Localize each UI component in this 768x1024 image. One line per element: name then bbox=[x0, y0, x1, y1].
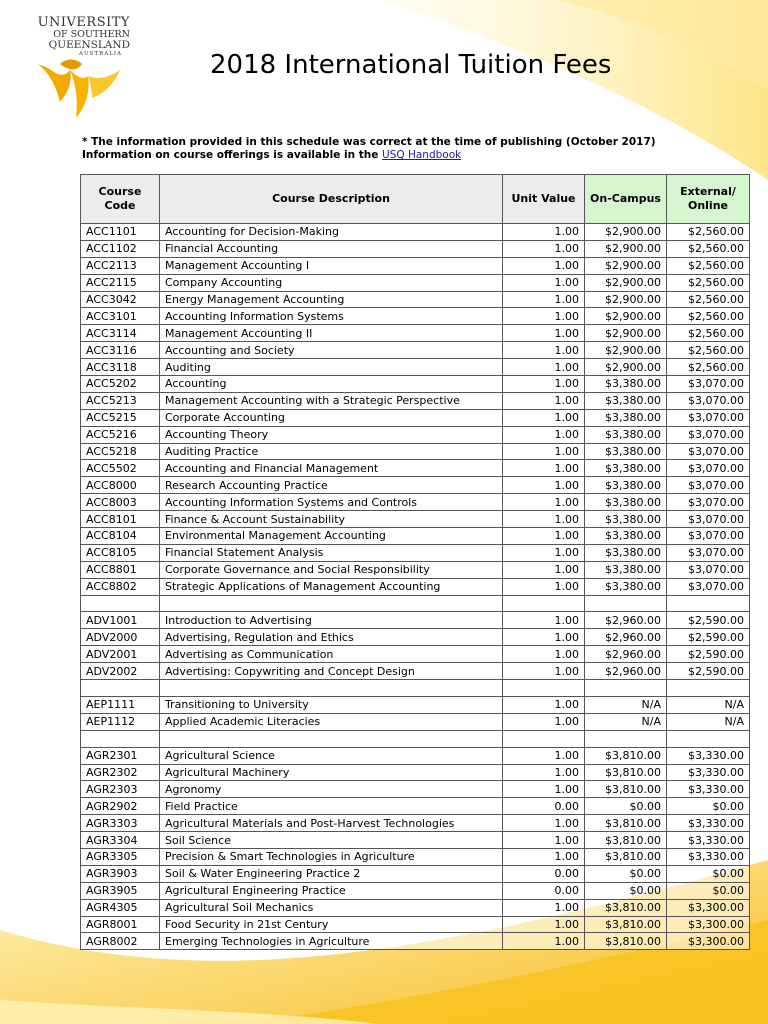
course-description-cell: Environmental Management Accounting bbox=[160, 528, 503, 545]
on-campus-fee-cell: $2,960.00 bbox=[585, 612, 667, 629]
course-description-cell: Accounting Information Systems bbox=[160, 308, 503, 325]
course-code-cell: AGR2302 bbox=[81, 764, 160, 781]
usq-handbook-link[interactable]: USQ Handbook bbox=[382, 149, 462, 161]
table-row bbox=[81, 528, 750, 545]
external-online-fee-cell: $3,070.00 bbox=[667, 544, 750, 561]
external-online-fee-cell: $2,590.00 bbox=[667, 663, 750, 680]
table-spacer-row bbox=[81, 730, 750, 747]
external-online-fee-cell: $3,070.00 bbox=[667, 477, 750, 494]
course-code-cell: ACC3042 bbox=[81, 291, 160, 308]
table-row bbox=[81, 426, 750, 443]
on-campus-fee-cell: $3,380.00 bbox=[585, 426, 667, 443]
course-code-cell: ADV2001 bbox=[81, 646, 160, 663]
external-online-fee-cell: $3,300.00 bbox=[667, 899, 750, 916]
on-campus-fee-cell: $2,960.00 bbox=[585, 629, 667, 646]
unit-value-cell: 1.00 bbox=[503, 561, 585, 578]
course-description-cell bbox=[160, 595, 503, 612]
on-campus-fee-cell: $3,380.00 bbox=[585, 409, 667, 426]
external-online-fee-cell: N/A bbox=[667, 696, 750, 713]
course-code-cell: ACC5202 bbox=[81, 376, 160, 393]
course-code-cell: ACC8101 bbox=[81, 511, 160, 528]
on-campus-fee-cell: $2,900.00 bbox=[585, 342, 667, 359]
course-code-cell: ACC5215 bbox=[81, 409, 160, 426]
table-row bbox=[81, 798, 750, 815]
on-campus-fee-cell bbox=[585, 595, 667, 612]
on-campus-fee-cell: $3,380.00 bbox=[585, 392, 667, 409]
on-campus-fee-cell bbox=[585, 730, 667, 747]
logo-text-queensland: QUEENSLAND bbox=[48, 39, 130, 51]
logo-text-southern: OF SOUTHERN bbox=[53, 29, 130, 40]
on-campus-fee-cell: $3,380.00 bbox=[585, 578, 667, 595]
unit-value-cell: 1.00 bbox=[503, 376, 585, 393]
unit-value-cell: 1.00 bbox=[503, 257, 585, 274]
table-row bbox=[81, 848, 750, 865]
course-description-cell: Company Accounting bbox=[160, 274, 503, 291]
on-campus-fee-cell: $3,380.00 bbox=[585, 477, 667, 494]
unit-value-cell: 1.00 bbox=[503, 477, 585, 494]
unit-value-cell bbox=[503, 680, 585, 697]
course-code-cell: ACC8104 bbox=[81, 528, 160, 545]
unit-value-cell: 1.00 bbox=[503, 528, 585, 545]
page-title: 2018 International Tuition Fees bbox=[210, 50, 612, 80]
unit-value-cell: 1.00 bbox=[503, 747, 585, 764]
external-online-fee-cell: $3,070.00 bbox=[667, 460, 750, 477]
unit-value-cell: 1.00 bbox=[503, 848, 585, 865]
course-code-cell: ACC8000 bbox=[81, 477, 160, 494]
on-campus-fee-cell: $3,810.00 bbox=[585, 899, 667, 916]
unit-value-cell: 0.00 bbox=[503, 798, 585, 815]
table-row bbox=[81, 257, 750, 274]
external-online-fee-cell: N/A bbox=[667, 713, 750, 730]
table-row bbox=[81, 815, 750, 832]
note-line-2 bbox=[82, 149, 656, 162]
table-header-row bbox=[81, 175, 750, 224]
course-description-cell: Accounting Theory bbox=[160, 426, 503, 443]
course-description-cell: Advertising: Copywriting and Concept Design bbox=[160, 663, 503, 680]
on-campus-fee-cell: $3,380.00 bbox=[585, 544, 667, 561]
table-row bbox=[81, 663, 750, 680]
course-code-cell: ACC3114 bbox=[81, 325, 160, 342]
table-spacer-row bbox=[81, 680, 750, 697]
table-row bbox=[81, 325, 750, 342]
course-description-cell: Management Accounting with a Strategic Perspective bbox=[160, 392, 503, 409]
on-campus-fee-cell: $2,900.00 bbox=[585, 308, 667, 325]
on-campus-fee-cell: $2,960.00 bbox=[585, 663, 667, 680]
on-campus-fee-cell: $3,380.00 bbox=[585, 528, 667, 545]
course-description-cell: Emerging Technologies in Agriculture bbox=[160, 933, 503, 950]
external-online-fee-cell bbox=[667, 595, 750, 612]
external-online-fee-cell: $2,560.00 bbox=[667, 325, 750, 342]
column-header-unit-value: Unit Value bbox=[503, 175, 585, 224]
table-row bbox=[81, 544, 750, 561]
course-description-cell: Research Accounting Practice bbox=[160, 477, 503, 494]
logo-text-australia: AUSTRALIA bbox=[79, 51, 122, 57]
course-description-cell: Introduction to Advertising bbox=[160, 612, 503, 629]
course-description-cell: Agricultural Machinery bbox=[160, 764, 503, 781]
course-description-cell: Field Practice bbox=[160, 798, 503, 815]
note-line-1: * The information provided in this schedule was correct at the time of publishing (October 2017) bbox=[82, 136, 656, 148]
unit-value-cell: 0.00 bbox=[503, 865, 585, 882]
course-code-cell bbox=[81, 595, 160, 612]
external-online-fee-cell: $0.00 bbox=[667, 798, 750, 815]
course-description-cell: Transitioning to University bbox=[160, 696, 503, 713]
course-code-cell: ADV1001 bbox=[81, 612, 160, 629]
course-code-cell: ACC2113 bbox=[81, 257, 160, 274]
on-campus-fee-cell: $3,810.00 bbox=[585, 747, 667, 764]
table-row bbox=[81, 240, 750, 257]
table-row bbox=[81, 308, 750, 325]
unit-value-cell: 0.00 bbox=[503, 882, 585, 899]
course-description-cell: Applied Academic Literacies bbox=[160, 713, 503, 730]
course-code-cell: AEP1111 bbox=[81, 696, 160, 713]
table-row bbox=[81, 747, 750, 764]
external-online-fee-cell: $3,070.00 bbox=[667, 443, 750, 460]
course-description-cell: Food Security in 21st Century bbox=[160, 916, 503, 933]
table-row bbox=[81, 443, 750, 460]
table-row bbox=[81, 291, 750, 308]
external-online-fee-cell bbox=[667, 680, 750, 697]
course-description-cell: Precision & Smart Technologies in Agriculture bbox=[160, 848, 503, 865]
external-online-fee-cell: $2,590.00 bbox=[667, 629, 750, 646]
unit-value-cell bbox=[503, 730, 585, 747]
external-online-fee-cell: $2,560.00 bbox=[667, 342, 750, 359]
course-code-cell: ACC8105 bbox=[81, 544, 160, 561]
course-description-cell: Agricultural Engineering Practice bbox=[160, 882, 503, 899]
external-online-fee-cell bbox=[667, 730, 750, 747]
external-online-fee-cell: $3,070.00 bbox=[667, 392, 750, 409]
on-campus-fee-cell: N/A bbox=[585, 713, 667, 730]
course-description-cell: Accounting bbox=[160, 376, 503, 393]
unit-value-cell: 1.00 bbox=[503, 392, 585, 409]
course-description-cell: Soil Science bbox=[160, 832, 503, 849]
course-code-cell: ACC5502 bbox=[81, 460, 160, 477]
table-row bbox=[81, 899, 750, 916]
course-code-cell: AGR2303 bbox=[81, 781, 160, 798]
course-code-cell: AGR4305 bbox=[81, 899, 160, 916]
course-description-cell: Agricultural Science bbox=[160, 747, 503, 764]
column-header-external-online: External/ Online bbox=[667, 175, 750, 224]
unit-value-cell: 1.00 bbox=[503, 899, 585, 916]
course-code-cell: AGR8002 bbox=[81, 933, 160, 950]
external-online-fee-cell: $3,070.00 bbox=[667, 528, 750, 545]
on-campus-fee-cell: $3,380.00 bbox=[585, 511, 667, 528]
table-spacer-row bbox=[81, 595, 750, 612]
course-description-cell: Advertising, Regulation and Ethics bbox=[160, 629, 503, 646]
table-row bbox=[81, 713, 750, 730]
course-code-cell: ACC1101 bbox=[81, 224, 160, 241]
unit-value-cell: 1.00 bbox=[503, 815, 585, 832]
table-row bbox=[81, 494, 750, 511]
on-campus-fee-cell: $2,900.00 bbox=[585, 359, 667, 376]
course-description-cell: Finance & Account Sustainability bbox=[160, 511, 503, 528]
unit-value-cell: 1.00 bbox=[503, 409, 585, 426]
external-online-fee-cell: $2,560.00 bbox=[667, 308, 750, 325]
table-row bbox=[81, 511, 750, 528]
course-description-cell: Accounting and Society bbox=[160, 342, 503, 359]
unit-value-cell: 1.00 bbox=[503, 916, 585, 933]
table-row bbox=[81, 561, 750, 578]
course-code-cell: AGR3905 bbox=[81, 882, 160, 899]
course-description-cell: Advertising as Communication bbox=[160, 646, 503, 663]
unit-value-cell: 1.00 bbox=[503, 494, 585, 511]
unit-value-cell: 1.00 bbox=[503, 544, 585, 561]
course-code-cell: ACC3116 bbox=[81, 342, 160, 359]
course-code-cell bbox=[81, 680, 160, 697]
unit-value-cell: 1.00 bbox=[503, 933, 585, 950]
unit-value-cell: 1.00 bbox=[503, 291, 585, 308]
unit-value-cell: 1.00 bbox=[503, 359, 585, 376]
course-code-cell: AGR8001 bbox=[81, 916, 160, 933]
unit-value-cell: 1.00 bbox=[503, 240, 585, 257]
course-description-cell: Management Accounting I bbox=[160, 257, 503, 274]
table-row bbox=[81, 409, 750, 426]
unit-value-cell: 1.00 bbox=[503, 308, 585, 325]
external-online-fee-cell: $3,070.00 bbox=[667, 376, 750, 393]
note-line-2-text: Information on course offerings is available in the bbox=[82, 149, 379, 161]
course-code-cell: AGR3303 bbox=[81, 815, 160, 832]
on-campus-fee-cell: N/A bbox=[585, 696, 667, 713]
course-description-cell: Corporate Accounting bbox=[160, 409, 503, 426]
unit-value-cell: 1.00 bbox=[503, 629, 585, 646]
external-online-fee-cell: $2,560.00 bbox=[667, 274, 750, 291]
course-description-cell: Agronomy bbox=[160, 781, 503, 798]
table-row bbox=[81, 882, 750, 899]
course-description-cell bbox=[160, 730, 503, 747]
table-row bbox=[81, 224, 750, 241]
external-online-fee-cell: $3,300.00 bbox=[667, 916, 750, 933]
on-campus-fee-cell bbox=[585, 680, 667, 697]
on-campus-fee-cell: $0.00 bbox=[585, 798, 667, 815]
external-online-fee-cell: $2,590.00 bbox=[667, 612, 750, 629]
unit-value-cell: 1.00 bbox=[503, 578, 585, 595]
on-campus-fee-cell: $3,810.00 bbox=[585, 916, 667, 933]
course-code-cell: ACC5218 bbox=[81, 443, 160, 460]
external-online-fee-cell: $3,330.00 bbox=[667, 747, 750, 764]
on-campus-fee-cell: $3,380.00 bbox=[585, 460, 667, 477]
course-code-cell: AGR2902 bbox=[81, 798, 160, 815]
course-description-cell: Agricultural Materials and Post-Harvest Technologies bbox=[160, 815, 503, 832]
external-online-fee-cell: $3,300.00 bbox=[667, 933, 750, 950]
external-online-fee-cell: $2,560.00 bbox=[667, 224, 750, 241]
usq-logo bbox=[30, 14, 130, 124]
on-campus-fee-cell: $0.00 bbox=[585, 865, 667, 882]
course-code-cell: AGR3903 bbox=[81, 865, 160, 882]
course-description-cell: Soil & Water Engineering Practice 2 bbox=[160, 865, 503, 882]
table-row bbox=[81, 646, 750, 663]
external-online-fee-cell: $3,070.00 bbox=[667, 561, 750, 578]
logo-text-university: UNIVERSITY bbox=[37, 15, 130, 30]
table-row bbox=[81, 916, 750, 933]
course-description-cell: Corporate Governance and Social Responsibility bbox=[160, 561, 503, 578]
table-row bbox=[81, 764, 750, 781]
course-description-cell: Financial Accounting bbox=[160, 240, 503, 257]
on-campus-fee-cell: $2,900.00 bbox=[585, 325, 667, 342]
external-online-fee-cell: $2,560.00 bbox=[667, 257, 750, 274]
external-online-fee-cell: $3,070.00 bbox=[667, 494, 750, 511]
external-online-fee-cell: $3,330.00 bbox=[667, 815, 750, 832]
on-campus-fee-cell: $0.00 bbox=[585, 882, 667, 899]
on-campus-fee-cell: $3,380.00 bbox=[585, 494, 667, 511]
table-row bbox=[81, 832, 750, 849]
course-code-cell: ACC1102 bbox=[81, 240, 160, 257]
on-campus-fee-cell: $3,810.00 bbox=[585, 832, 667, 849]
table-row bbox=[81, 342, 750, 359]
course-description-cell: Management Accounting II bbox=[160, 325, 503, 342]
course-code-cell: ACC3118 bbox=[81, 359, 160, 376]
unit-value-cell bbox=[503, 595, 585, 612]
on-campus-fee-cell: $3,380.00 bbox=[585, 376, 667, 393]
unit-value-cell: 1.00 bbox=[503, 426, 585, 443]
unit-value-cell: 1.00 bbox=[503, 696, 585, 713]
column-header-course-description: Course Description bbox=[160, 175, 503, 224]
external-online-fee-cell: $0.00 bbox=[667, 882, 750, 899]
table-row bbox=[81, 460, 750, 477]
unit-value-cell: 1.00 bbox=[503, 460, 585, 477]
unit-value-cell: 1.00 bbox=[503, 612, 585, 629]
table-row bbox=[81, 578, 750, 595]
external-online-fee-cell: $3,070.00 bbox=[667, 409, 750, 426]
external-online-fee-cell: $3,070.00 bbox=[667, 511, 750, 528]
external-online-fee-cell: $3,070.00 bbox=[667, 578, 750, 595]
on-campus-fee-cell: $2,900.00 bbox=[585, 274, 667, 291]
unit-value-cell: 1.00 bbox=[503, 832, 585, 849]
table-body bbox=[81, 224, 750, 950]
table-row bbox=[81, 612, 750, 629]
on-campus-fee-cell: $3,810.00 bbox=[585, 781, 667, 798]
course-code-cell: ACC8802 bbox=[81, 578, 160, 595]
on-campus-fee-cell: $3,380.00 bbox=[585, 561, 667, 578]
on-campus-fee-cell: $3,810.00 bbox=[585, 764, 667, 781]
external-online-fee-cell: $2,590.00 bbox=[667, 646, 750, 663]
table-row bbox=[81, 629, 750, 646]
on-campus-fee-cell: $2,900.00 bbox=[585, 291, 667, 308]
unit-value-cell: 1.00 bbox=[503, 663, 585, 680]
course-description-cell: Accounting Information Systems and Controls bbox=[160, 494, 503, 511]
unit-value-cell: 1.00 bbox=[503, 224, 585, 241]
course-code-cell: ACC2115 bbox=[81, 274, 160, 291]
unit-value-cell: 1.00 bbox=[503, 325, 585, 342]
unit-value-cell: 1.00 bbox=[503, 781, 585, 798]
table-row bbox=[81, 477, 750, 494]
on-campus-fee-cell: $2,900.00 bbox=[585, 224, 667, 241]
external-online-fee-cell: $2,560.00 bbox=[667, 359, 750, 376]
publishing-note bbox=[82, 136, 656, 162]
on-campus-fee-cell: $2,900.00 bbox=[585, 240, 667, 257]
on-campus-fee-cell: $3,810.00 bbox=[585, 815, 667, 832]
course-code-cell: AGR2301 bbox=[81, 747, 160, 764]
course-code-cell: ACC8003 bbox=[81, 494, 160, 511]
external-online-fee-cell: $3,070.00 bbox=[667, 426, 750, 443]
on-campus-fee-cell: $3,810.00 bbox=[585, 933, 667, 950]
course-description-cell: Accounting for Decision-Making bbox=[160, 224, 503, 241]
course-description-cell: Auditing bbox=[160, 359, 503, 376]
table-row bbox=[81, 865, 750, 882]
on-campus-fee-cell: $2,960.00 bbox=[585, 646, 667, 663]
course-description-cell: Strategic Applications of Management Accounting bbox=[160, 578, 503, 595]
unit-value-cell: 1.00 bbox=[503, 511, 585, 528]
external-online-fee-cell: $3,330.00 bbox=[667, 781, 750, 798]
table-row bbox=[81, 376, 750, 393]
course-description-cell: Auditing Practice bbox=[160, 443, 503, 460]
table-row bbox=[81, 392, 750, 409]
external-online-fee-cell: $3,330.00 bbox=[667, 848, 750, 865]
external-online-fee-cell: $2,560.00 bbox=[667, 240, 750, 257]
course-code-cell: ACC5213 bbox=[81, 392, 160, 409]
unit-value-cell: 1.00 bbox=[503, 713, 585, 730]
external-online-fee-cell: $3,330.00 bbox=[667, 764, 750, 781]
course-code-cell bbox=[81, 730, 160, 747]
unit-value-cell: 1.00 bbox=[503, 646, 585, 663]
course-code-cell: AGR3304 bbox=[81, 832, 160, 849]
on-campus-fee-cell: $3,810.00 bbox=[585, 848, 667, 865]
course-code-cell: ACC3101 bbox=[81, 308, 160, 325]
table-row bbox=[81, 933, 750, 950]
external-online-fee-cell: $2,560.00 bbox=[667, 291, 750, 308]
external-online-fee-cell: $0.00 bbox=[667, 865, 750, 882]
column-header-course-code: Course Code bbox=[81, 175, 160, 224]
course-code-cell: ADV2002 bbox=[81, 663, 160, 680]
on-campus-fee-cell: $2,900.00 bbox=[585, 257, 667, 274]
course-description-cell: Energy Management Accounting bbox=[160, 291, 503, 308]
course-description-cell: Financial Statement Analysis bbox=[160, 544, 503, 561]
on-campus-fee-cell: $3,380.00 bbox=[585, 443, 667, 460]
course-description-cell: Agricultural Soil Mechanics bbox=[160, 899, 503, 916]
course-code-cell: ACC8801 bbox=[81, 561, 160, 578]
course-code-cell: ACC5216 bbox=[81, 426, 160, 443]
table-row bbox=[81, 359, 750, 376]
column-header-on-campus: On-Campus bbox=[585, 175, 667, 224]
course-code-cell: AEP1112 bbox=[81, 713, 160, 730]
table-row bbox=[81, 696, 750, 713]
course-description-cell bbox=[160, 680, 503, 697]
unit-value-cell: 1.00 bbox=[503, 342, 585, 359]
unit-value-cell: 1.00 bbox=[503, 443, 585, 460]
tuition-fees-table bbox=[80, 174, 750, 950]
course-description-cell: Accounting and Financial Management bbox=[160, 460, 503, 477]
external-online-fee-cell: $3,330.00 bbox=[667, 832, 750, 849]
table-row bbox=[81, 274, 750, 291]
unit-value-cell: 1.00 bbox=[503, 274, 585, 291]
course-code-cell: AGR3305 bbox=[81, 848, 160, 865]
course-code-cell: ADV2000 bbox=[81, 629, 160, 646]
table-row bbox=[81, 781, 750, 798]
unit-value-cell: 1.00 bbox=[503, 764, 585, 781]
